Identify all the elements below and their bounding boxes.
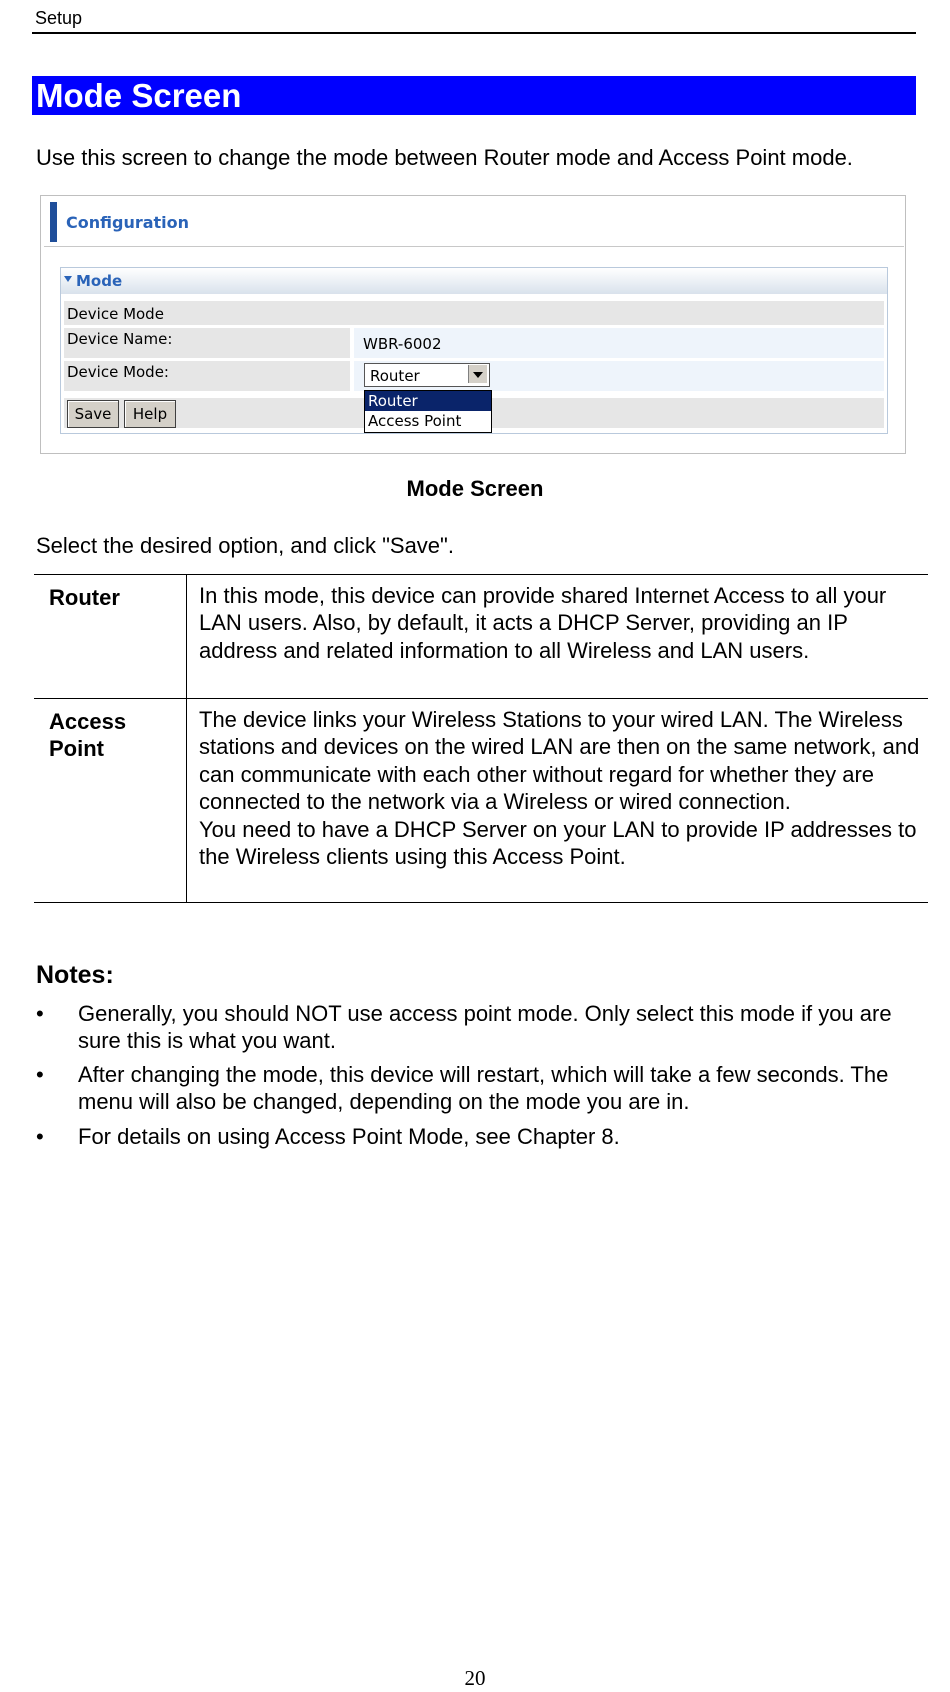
instruction-text: Select the desired option, and click "Save". xyxy=(36,533,454,558)
section-title: Mode Screen xyxy=(36,77,242,114)
bullet-icon: • xyxy=(36,1062,44,1087)
option-access-point[interactable]: Access Point xyxy=(368,412,462,430)
save-button[interactable]: Save xyxy=(67,400,119,428)
header-rule xyxy=(32,32,916,34)
mode-section-header[interactable] xyxy=(61,268,887,294)
term-router: Router xyxy=(49,585,120,610)
caret-down-icon xyxy=(64,276,72,282)
note-item: After changing the mode, this device will restart, which will take a few seconds. The menu will also be changed, depending on the mode you are in. xyxy=(78,1062,889,1115)
option-router[interactable]: Router xyxy=(365,391,491,411)
bullet-icon: • xyxy=(36,1124,44,1149)
configuration-title: Configuration xyxy=(66,213,190,232)
mode-section-title: Mode xyxy=(76,272,123,290)
table-bottom-rule xyxy=(34,902,928,903)
device-mode-heading-row xyxy=(64,301,884,325)
device-mode-label: Device Mode: xyxy=(67,363,169,381)
help-button[interactable]: Help xyxy=(124,400,176,428)
page-number: 20 xyxy=(464,1666,486,1690)
definition-access-point-para1: The device links your Wireless Stations to your wired LAN. The Wireless stations and devices on the wired LAN are then on the same network, and can communicate with each other without regard for whether they are connected to the network via a Wireless or wired connection. xyxy=(199,707,920,815)
chevron-down-icon xyxy=(473,372,483,378)
configuration-divider xyxy=(44,246,904,247)
note-item: Generally, you should NOT use access point mode. Only select this mode if you are sure this is what you want. xyxy=(78,1001,892,1054)
note-item: For details on using Access Point Mode, see Chapter 8. xyxy=(78,1124,620,1149)
figure-caption: Mode Screen xyxy=(406,476,544,501)
device-mode-selected-value[interactable]: Router xyxy=(370,367,420,385)
device-name-value: WBR-6002 xyxy=(363,335,442,353)
term-access-point: Access Point xyxy=(49,709,127,761)
intro-paragraph: Use this screen to change the mode between Router mode and Access Point mode. xyxy=(36,145,853,170)
notes-heading: Notes: xyxy=(36,961,114,989)
table-row-divider xyxy=(34,698,928,699)
bullet-icon: • xyxy=(36,1001,44,1026)
running-header: Setup xyxy=(35,8,83,28)
configuration-accent-bar xyxy=(50,202,57,242)
device-name-label: Device Name: xyxy=(67,330,173,348)
definition-access-point-para2: You need to have a DHCP Server on your LAN to provide IP addresses to the Wireless clients using this Access Point. xyxy=(199,816,917,870)
definition-access-point xyxy=(199,706,929,870)
definition-router: In this mode, this device can provide shared Internet Access to all your LAN users. Also, by default, it acts a DHCP Server, providing an IP address and related information to all Wireless and LAN users. xyxy=(199,583,887,663)
table-top-rule xyxy=(34,574,928,575)
table-column-divider xyxy=(186,574,187,902)
device-mode-heading: Device Mode xyxy=(67,305,164,323)
